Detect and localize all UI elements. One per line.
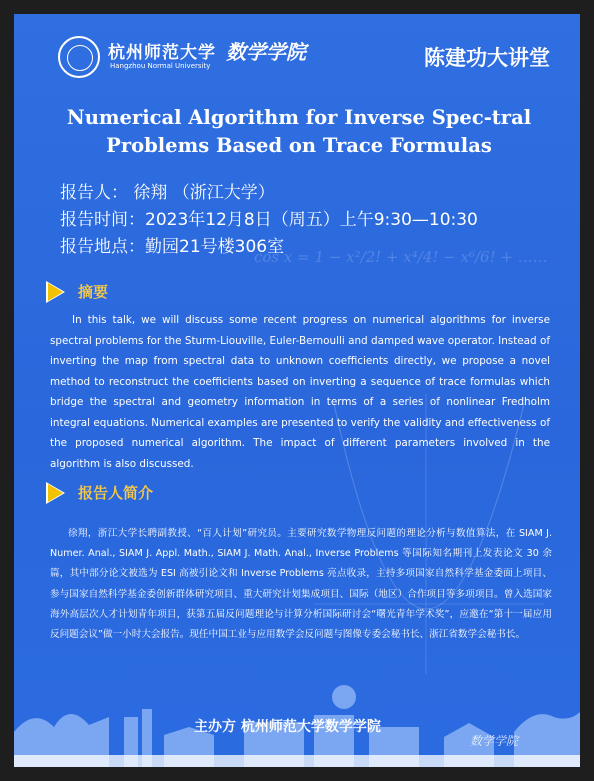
university-name-cn: 杭州师范大学 (108, 43, 216, 63)
poster (14, 14, 580, 767)
abstract-text: In this talk, we will discuss some recent progress on numerical algorithms for inverse spectral problems for the Sturm-Liouville, Euler-Bernoulli and damped wave operator. Instead of inverting the map from spectral data to unknown coefficients directly, we propose a novel method to reconstruct the coefficients based on inverting a sequence of trace formulas which bridge the spectral and geometry information in terms of a series of nonlinear Fredholm integral equations. Numerical examples are presented to verify the validity and effectiveness of the proposed numerical algorithm. The impact of different parameters involved in the algorithm is also discussed. (50, 314, 551, 470)
bio-text: 徐翔，浙江大学长聘副教授、“百人计划”研究员。主要研究数学物理反问题的理论分析与数值算法，在 SIAM J. Numer. Anal., SIAM J. Appl. Math., SIAM J. Math. Anal., Inverse Problems 等国际知名期刊上发表论文 30 余篇，其中部分论文被选为 ESI 高被引论文和 Inverse Problems 亮点收录，主持多项国家自然科学基金委面上项目、参与国家自然科学基金委创新群体研究项目、重大研究计划集成项目、国际（地区）合作项目等多项项目。曾入选国家海外高层次人才计划青年项目，获第五届反问题理论与计算分析国际研讨会“曙光青年学术奖”，应邀在“第十一届应用反问题会议”做一小时大会报告。现任中国工业与应用数学会反问题与图像专委会秘书长、浙江省数学会秘书长。 (50, 528, 552, 641)
school-stamp-logo: 数学学院 (469, 734, 518, 748)
campus-skyline-illustration (14, 647, 580, 767)
time-line: 报告时间：2023年12月8日（周五）上午9:30—10:30 (60, 210, 478, 230)
talk-title: Numerical Algorithm for Inverse Spec-tral Problems Based on Trace Formulas (66, 106, 532, 157)
speaker-line: 报告人： 徐翔 （浙江大学） (60, 183, 275, 203)
lecture-series-name: 陈建功大讲堂 (424, 45, 550, 70)
organizer-line: 主办方 杭州师范大学数学学院 (194, 719, 381, 735)
formula-watermark: cos x = 1 − x²/2! + x⁴/4! − x⁶/6! + …… (254, 248, 548, 266)
university-logo (58, 36, 100, 78)
school-name: 数学学院 (226, 40, 306, 64)
bio-heading-label: 报告人简介 (78, 484, 154, 502)
university-name-en: Hangzhou Normal University (110, 62, 211, 70)
location-line: 报告地点：勤园21号楼306室 (60, 237, 285, 257)
poster-header (14, 14, 580, 92)
abstract-heading-label: 摘要 (78, 283, 109, 301)
